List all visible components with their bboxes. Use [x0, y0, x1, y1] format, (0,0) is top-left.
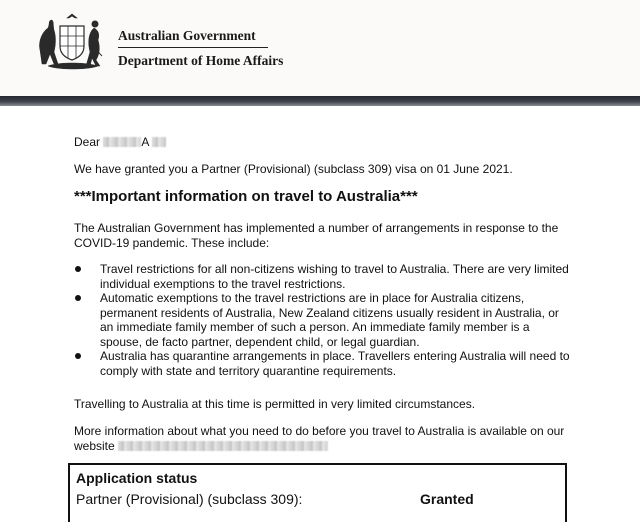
granted-line: We have granted you a Partner (Provisional) (subclass 309) visa on 01 June 2021.	[74, 162, 513, 176]
list-item: Travel restrictions for all non-citizens wishing to travel to Australia. There are very limited individual exemptions to the travel restrictions.	[74, 262, 574, 291]
header-divider	[118, 47, 268, 48]
salutation-word: Dear	[74, 135, 101, 149]
status-value: Granted	[420, 491, 474, 507]
redacted-website-link[interactable]	[118, 441, 328, 451]
salutation-initial: A	[141, 135, 149, 149]
bullet-icon	[75, 266, 81, 272]
status-label: Partner (Provisional) (subclass 309):	[76, 491, 303, 507]
salutation	[74, 135, 574, 150]
list-item: Australia has quarantine arrangements in place. Travellers entering Australia will need to comply with state and territory quarantine requirements.	[74, 349, 574, 378]
intro-paragraph: The Australian Government has implemented a number of arrangements in response to the COVID-19 pandemic. These include:	[74, 221, 559, 250]
travel-note: Travelling to Australia at this time is permitted in very limited circumstances.	[74, 397, 476, 411]
coat-of-arms-icon	[34, 12, 110, 72]
status-title: Application status	[76, 470, 198, 486]
government-name: Australian Government	[118, 28, 256, 43]
header-band	[0, 96, 640, 106]
letterhead	[0, 0, 640, 96]
bullet-icon	[75, 295, 81, 301]
department-name: Department of Home Affairs	[118, 53, 284, 68]
travel-heading: ***Important information on travel to Australia***	[74, 188, 418, 205]
list-item: Automatic exemptions to the travel restrictions are in place for Australia citizens, permanent residents of Australia, New Zealand citizens usually resident in Australia, or an immediate family member of such a person. An immediate family member is a spouse, de facto partner, dependent child, or legal guardian.	[74, 291, 574, 349]
application-status-box	[68, 463, 567, 522]
redacted-name	[103, 137, 141, 147]
redacted-name-end	[152, 137, 166, 147]
more-info-text: More information about what you need to do before you travel to Australia is available on our	[74, 424, 565, 438]
more-info-paragraph	[74, 424, 574, 453]
restrictions-list	[74, 262, 574, 378]
website-label: website	[74, 438, 115, 453]
bullet-icon	[75, 353, 81, 359]
